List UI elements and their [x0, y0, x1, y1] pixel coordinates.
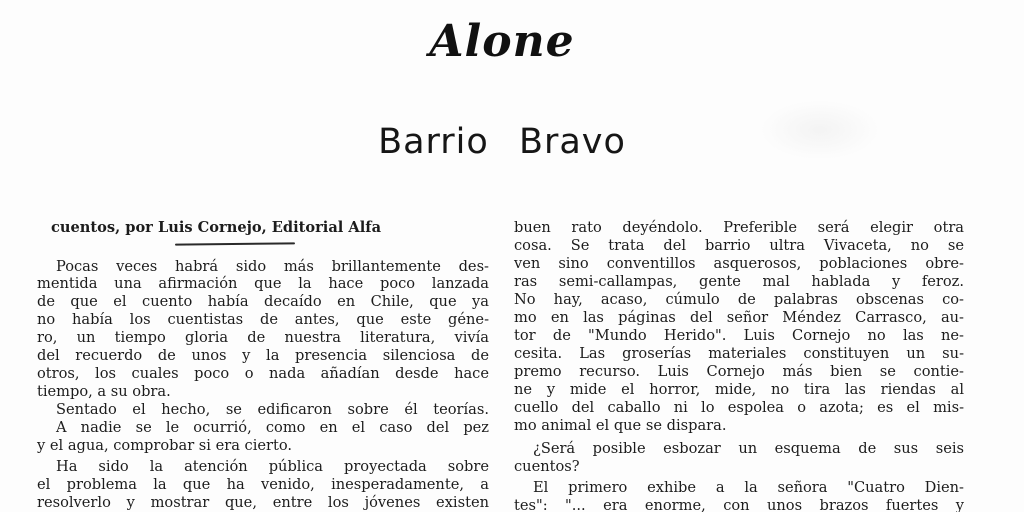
paragraph-line: cosa. Se trata del barrio ultra Vivaceta, no se	[514, 237, 964, 254]
paragraph-line: mentida una afirmación que la hace poco lanzada	[37, 275, 489, 292]
paragraph-line: del recuerdo de unos y la presencia silenciosa de	[37, 347, 489, 364]
paragraph-line: ¿Será posible esbozar un esquema de sus seis	[533, 440, 964, 457]
right-column	[514, 0, 964, 512]
paragraph-line: ras semi-callampas, gente mal hablada y feroz.	[514, 273, 964, 290]
article-title: Barrio Bravo	[378, 122, 626, 162]
paragraph-line: tiempo, a su obra.	[37, 383, 171, 400]
paragraph-line: premo recurso. Luis Cornejo más bien se contie-	[514, 363, 964, 380]
byline: cuentos, por Luis Cornejo, Editorial Alfa	[51, 219, 382, 236]
paragraph-line: Pocas veces habrá sido más brillantemente des-	[56, 258, 489, 275]
paragraph-line: mo en las páginas del señor Méndez Carrasco, au-	[514, 309, 964, 326]
paragraph-line: tes": "... era enorme, con unos brazos fuertes y	[514, 497, 964, 512]
author-heading: Alone	[429, 16, 575, 67]
paragraph-line: mo animal el que se dispara.	[514, 417, 727, 434]
paragraph-line: y el agua, comprobar si era cierto.	[37, 437, 293, 454]
paragraph-line: otros, los cuales poco o nada añadían desde hace	[37, 365, 489, 382]
paragraph-line: ven sino conventillos asquerosos, poblaciones obre-	[514, 255, 964, 272]
paragraph-line: Sentado el hecho, se edificaron sobre él teorías.	[56, 401, 489, 418]
paragraph-line: buen rato deyéndolo. Preferible será elegir otra	[514, 219, 964, 236]
left-column	[37, 0, 489, 512]
paragraph-line: cuentos?	[514, 458, 580, 475]
paragraph-line: ro, un tiempo gloria de nuestra literatura, vivía	[37, 329, 489, 346]
paragraph-line: de que el cuento había decaído en Chile, que ya	[37, 293, 489, 310]
paragraph-line: ne y mide el horror, mide, no tira las riendas al	[514, 381, 964, 398]
paragraph-line: No hay, acaso, cúmulo de palabras obscenas co-	[514, 291, 964, 308]
paragraph-line: Ha sido la atención pública proyectada sobre	[56, 458, 489, 475]
paragraph-line: A nadie se le ocurrió, como en el caso del pez	[56, 419, 489, 436]
paragraph-line: no había los cuentistas de antes, que este géne-	[37, 311, 489, 328]
paragraph-line: cesita. Las groserías materiales constituyen un su-	[514, 345, 964, 362]
paragraph-line: el problema la que ha venido, inesperadamente, a	[37, 476, 489, 493]
paragraph-line: tor de "Mundo Herido". Luis Cornejo no las ne-	[514, 327, 964, 344]
paragraph-line: cuello del caballo ni lo espolea o azota; es el mis-	[514, 399, 964, 416]
paragraph-line: resolverlo y mostrar que, entre los jóvenes existen	[37, 494, 489, 511]
paragraph-line: El primero exhibe a la señora "Cuatro Dien-	[533, 479, 964, 496]
